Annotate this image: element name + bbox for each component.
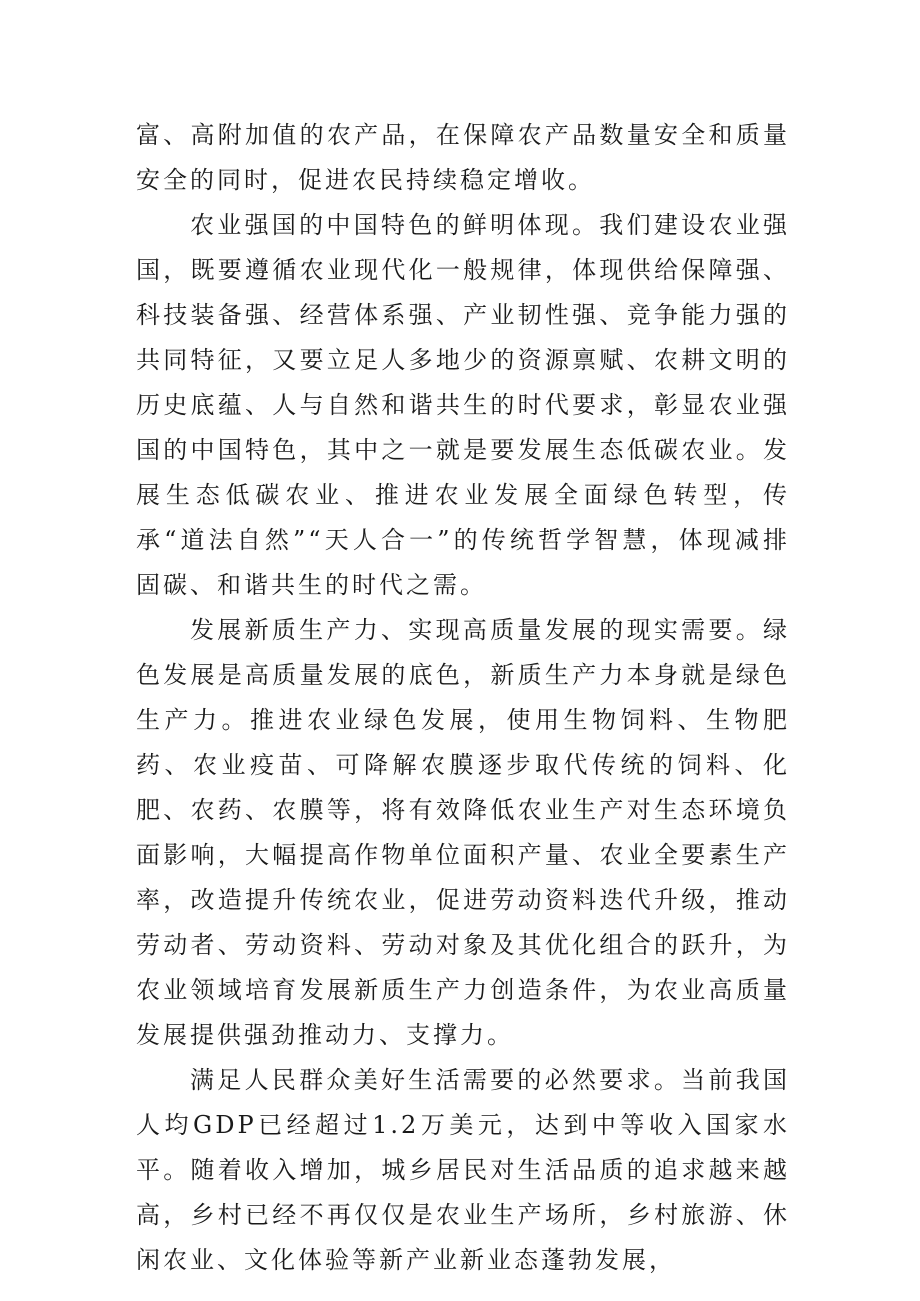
paragraph-4: 满足人民群众美好生活需要的必然要求。当前我国人均GDP已经超过1.2万美元，达到中等收入国家水平。随着收入增加，城乡居民对生活品质的追求越来越高，乡村已经不再仅仅是农业生产场所，乡村旅游、休闲农业、文化体验等新产业新业态蓬勃发展， xyxy=(136,1066,790,1274)
paragraph-2: 农业强国的中国特色的鲜明体现。我们建设农业强国，既要遵循农业现代化一般规律，体现供给保障强、科技装备强、经营体系强、产业韧性强、竞争能力强的共同特征，又要立足人多地少的资源禀赋、农耕文明的历史底蕴、人与自然和谐共生的时代要求，彰显农业强国的中国特色，其中之一就是要发展生态低碳农业。发展生态低碳农业、推进农业发展全面绿色转型，传承“道法自然”“天人合一”的传统哲学智慧，体现减排固碳、和谐共生的时代之需。 xyxy=(136,211,790,599)
paragraph-3: 发展新质生产力、实现高质量发展的现实需要。绿色发展是高质量发展的底色，新质生产力本身就是绿色生产力。推进农业绿色发展，使用生物饲料、生物肥药、农业疫苗、可降解农膜逐步取代传统的饲料、化肥、农药、农膜等，将有效降低农业生产对生态环境负面影响，大幅提高作物单位面积产量、农业全要素生产率，改造提升传统农业，促进劳动资料迭代升级，推动劳动者、劳动资料、劳动对象及其优化组合的跃升，为农业领域培育发展新质生产力创造条件，为农业高质量发展提供强劲推动力、支撑力。 xyxy=(136,616,790,1049)
document-body xyxy=(136,113,790,1283)
paragraph-1: 富、高附加值的农产品，在保障农产品数量安全和质量安全的同时，促进农民持续稳定增收。 xyxy=(136,121,790,194)
